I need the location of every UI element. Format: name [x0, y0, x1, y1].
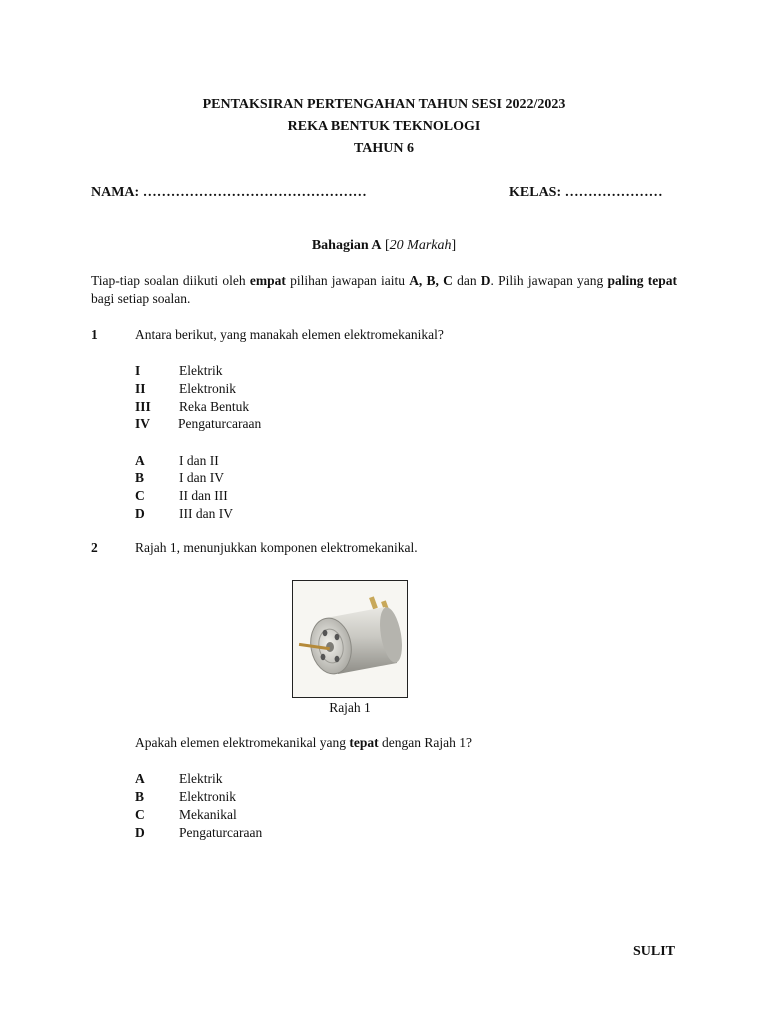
q1-statement-text: Reka Bentuk — [179, 399, 250, 414]
question-2-number: 2 — [91, 540, 98, 555]
subject-title: REKA BENTUK TEKNOLOGI — [287, 119, 481, 134]
q1-option-label: C — [135, 488, 145, 503]
q2-option-label: A — [135, 771, 145, 786]
exam-header — [0, 94, 768, 160]
q2-option-label: C — [135, 807, 145, 822]
year-title: TAHUN 6 — [353, 141, 415, 156]
dc-motor-image — [293, 581, 407, 697]
q1-statement — [135, 362, 223, 380]
question-2-prompt — [135, 735, 472, 751]
q1-option-label: A — [135, 453, 145, 468]
section-close-bracket: ] — [451, 238, 457, 253]
section-heading — [0, 238, 768, 254]
sulit-label: SULIT — [633, 944, 676, 959]
q2-option[interactable] — [135, 824, 262, 842]
q1-option[interactable] — [135, 505, 233, 523]
q1-statement-label: II — [135, 381, 146, 396]
instructions — [91, 272, 677, 308]
q1-statement — [135, 415, 261, 433]
q1-option[interactable] — [135, 452, 219, 470]
q2-option-text: Pengaturcaraan — [179, 825, 263, 840]
class-field-label: KELAS: ………………… — [509, 185, 663, 200]
question-1-text: Antara berikut, yang manakah elemen elektromekanikal? — [135, 327, 444, 342]
q1-statement-label: IV — [135, 416, 151, 431]
q2-prompt-text-1: Apakah elemen elektromekanikal yang — [135, 735, 350, 750]
q1-option-text: I dan IV — [179, 470, 224, 485]
q1-statement-text: Elektronik — [179, 381, 236, 396]
q1-option-text: I dan II — [179, 453, 219, 468]
dc-motor-figure — [292, 580, 408, 698]
instr-text-5: bagi setiap soalan. — [91, 291, 191, 306]
q1-statement — [135, 398, 249, 416]
question-2-text: Rajah 1, menunjukkan komponen elektromekanikal. — [135, 540, 418, 555]
q1-statement-label: I — [135, 363, 141, 378]
q1-option-text: III dan IV — [179, 506, 233, 521]
q2-option-label: D — [135, 825, 145, 840]
q2-option[interactable] — [135, 806, 237, 824]
instr-bold-4: paling tepat — [607, 273, 677, 288]
q2-option[interactable] — [135, 770, 223, 788]
instr-text-4: . Pilih jawapan yang — [490, 273, 608, 288]
q1-statement-text: Elektrik — [179, 363, 223, 378]
q2-option[interactable] — [135, 788, 236, 806]
q2-option-text: Mekanikal — [179, 807, 237, 822]
instr-text-2: pilihan jawapan iaitu — [285, 273, 410, 288]
instr-bold-2: A, B, C — [409, 273, 453, 288]
instr-bold-3: D — [480, 273, 491, 288]
q2-prompt-text-2: dengan Rajah 1? — [378, 735, 473, 750]
section-title: Bahagian A — [311, 238, 382, 253]
question-1-number: 1 — [91, 327, 98, 342]
q2-option-text: Elektronik — [179, 789, 236, 804]
exam-title: PENTAKSIRAN PERTENGAHAN TAHUN SESI 2022/2023 — [202, 97, 566, 112]
section-marks: 20 Markah — [389, 238, 452, 253]
q2-option-label: B — [135, 789, 145, 804]
q2-prompt-bold: tepat — [349, 735, 379, 750]
instr-bold-1: empat — [249, 273, 286, 288]
q1-option-label: D — [135, 506, 145, 521]
section-open-bracket: [ — [381, 238, 390, 253]
q1-option[interactable] — [135, 469, 224, 487]
instr-text-3: dan — [452, 273, 481, 288]
name-field-label: NAMA: ………………………………………… — [91, 185, 367, 200]
q1-option-label: B — [135, 470, 145, 485]
q1-option-text: II dan III — [179, 488, 228, 503]
figure-caption: Rajah 1 — [329, 700, 371, 715]
q1-statement-label: III — [135, 399, 151, 414]
q1-statement — [135, 380, 236, 398]
q1-statement-text: Pengaturcaraan — [178, 416, 262, 431]
q1-option[interactable] — [135, 487, 228, 505]
q2-option-text: Elektrik — [179, 771, 223, 786]
instr-text-1: Tiap-tiap soalan diikuti oleh — [91, 273, 250, 288]
